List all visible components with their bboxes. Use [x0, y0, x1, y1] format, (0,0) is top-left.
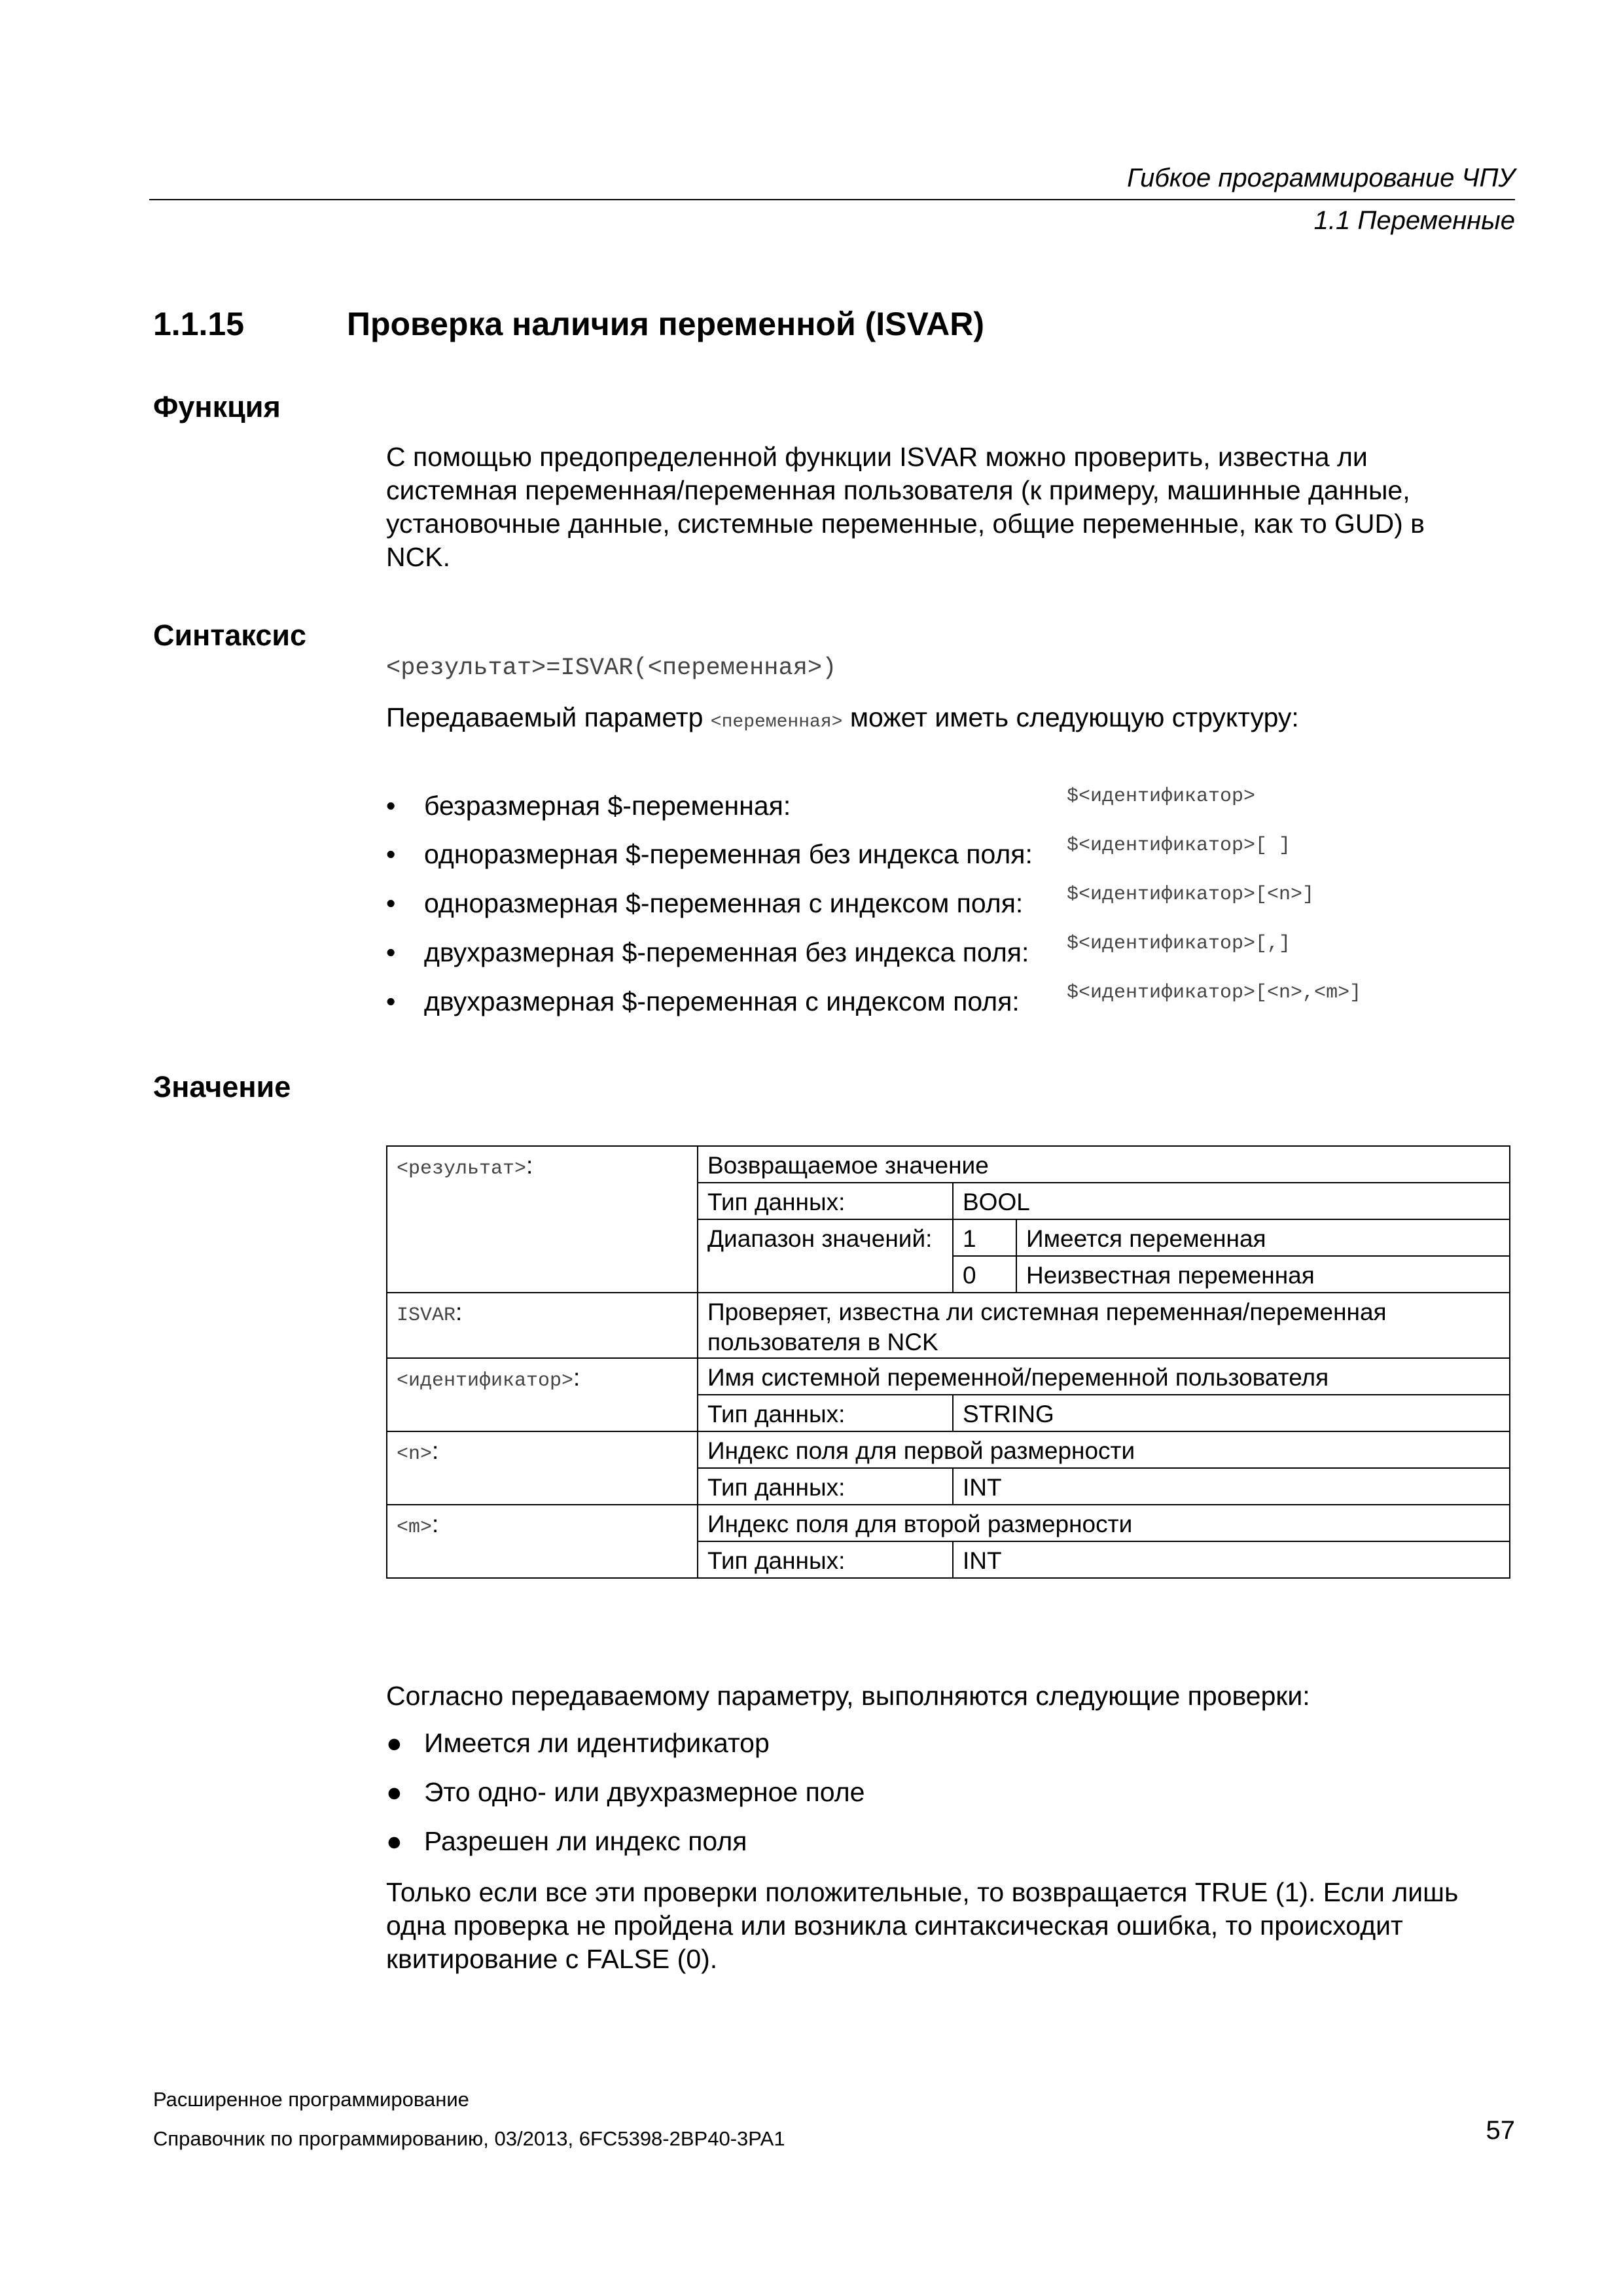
table-cell: Имеется переменная: [1016, 1219, 1510, 1256]
param-code: <переменная>: [710, 712, 843, 732]
structure-code: $<идентификатор>[<n>]: [1067, 884, 1315, 906]
value-heading: Значение: [153, 1070, 291, 1103]
bullet-icon: •: [386, 839, 396, 869]
table-row: [387, 1431, 1510, 1468]
table-row: [387, 1505, 1510, 1541]
syntax-heading: Синтаксис: [153, 619, 307, 652]
bullet-icon: ●: [386, 1728, 402, 1758]
table-cell: Проверяет, известна ли системная переменная/переменная пользователя в NCK: [698, 1293, 1510, 1358]
param-sentence: [386, 701, 1525, 739]
function-line: NCK.: [386, 542, 450, 572]
checks-outro: Только если все эти проверки положительные, то возвращается TRUE (1). Если лишь одна проверка не пройдена или возникла синтаксическая ошибка, то происходит квитирование с FALSE (0).: [386, 1877, 1459, 1974]
page-number: 57: [1486, 2116, 1515, 2145]
param-prefix: Передаваемый параметр: [386, 702, 711, 732]
table-cell-key: <n>:: [387, 1431, 698, 1505]
table-cell: Индекс поля для второй размерности: [698, 1505, 1510, 1541]
syntax-code: <результат>=ISVAR(<переменная>): [386, 655, 837, 682]
check-item: ● Имеется ли идентификатор: [386, 1728, 770, 1758]
table-row: [387, 1358, 1510, 1395]
table-cell: BOOL: [953, 1183, 1510, 1219]
check-item: ● Разрешен ли индекс поля: [386, 1826, 747, 1856]
table-cell: Возвращаемое значение: [698, 1146, 1510, 1183]
footer-reference: Справочник по программированию, 03/2013, 6FC5398-2BP40-3PA1: [153, 2127, 785, 2150]
table-cell: Тип данных:: [698, 1541, 953, 1578]
structure-code: $<идентификатор>: [1067, 785, 1256, 808]
bullet-icon: •: [386, 791, 396, 821]
header-divider: [149, 199, 1515, 200]
table-cell: 0: [953, 1256, 1016, 1293]
table-cell: Индекс поля для первой размерности: [698, 1431, 1510, 1468]
table-cell: INT: [953, 1468, 1510, 1505]
table-cell: INT: [953, 1541, 1510, 1578]
running-header-chapter: Гибкое программирование ЧПУ: [1127, 164, 1515, 192]
table-cell: Неизвестная переменная: [1016, 1256, 1510, 1293]
structure-item: • одноразмерная $-переменная без индекса поля:: [386, 839, 1033, 869]
structure-code: $<идентификатор>[,]: [1067, 933, 1291, 955]
table-cell: Тип данных:: [698, 1395, 953, 1431]
function-heading: Функция: [153, 390, 281, 423]
structure-item: • безразмерная $-переменная:: [386, 791, 791, 821]
function-line: С помощью предопределенной функции ISVAR можно проверить, известна ли: [386, 442, 1368, 472]
table-cell: Диапазон значений:: [698, 1219, 953, 1293]
bullet-icon: ●: [386, 1777, 402, 1807]
table-cell: Тип данных:: [698, 1183, 953, 1219]
structure-code: $<идентификатор>[<n>,<m>]: [1067, 982, 1362, 1004]
check-item: ● Это одно- или двухразмерное поле: [386, 1777, 865, 1807]
bullet-icon: •: [386, 937, 396, 967]
value-table: [386, 1145, 1510, 1579]
function-line: системная переменная/переменная пользователя (к примеру, машинные данные,: [386, 475, 1410, 505]
footer-title: Расширенное программирование: [153, 2088, 469, 2111]
table-cell: Тип данных:: [698, 1468, 953, 1505]
table-cell-key: <результат>:: [387, 1146, 698, 1293]
checks-intro: Согласно передаваемому параметру, выполняются следующие проверки:: [386, 1681, 1310, 1711]
table-row: [387, 1293, 1510, 1358]
table-cell: Имя системной переменной/переменной пользователя: [698, 1358, 1510, 1395]
section-number: 1.1.15: [153, 306, 245, 342]
structure-item: • одноразмерная $-переменная с индексом поля:: [386, 888, 1024, 918]
bullet-icon: •: [386, 888, 396, 918]
param-suffix: может иметь следующую структуру:: [842, 702, 1299, 732]
table-cell: 1: [953, 1219, 1016, 1256]
structure-code: $<идентификатор>[ ]: [1067, 834, 1291, 857]
structure-item: • двухразмерная $-переменная с индексом поля:: [386, 986, 1020, 1016]
section-title: Проверка наличия переменной (ISVAR): [347, 306, 984, 342]
structure-item: • двухразмерная $-переменная без индекса поля:: [386, 937, 1029, 967]
bullet-icon: •: [386, 986, 396, 1016]
table-cell-key: ISVAR:: [387, 1293, 698, 1358]
table-cell-key: <m>:: [387, 1505, 698, 1578]
function-paragraph: [386, 440, 1525, 574]
table-cell: STRING: [953, 1395, 1510, 1431]
table-cell-key: <идентификатор>:: [387, 1358, 698, 1431]
running-header-section: 1.1 Переменные: [1313, 206, 1515, 235]
table-row: [387, 1146, 1510, 1183]
bullet-icon: ●: [386, 1826, 402, 1856]
function-line: установочные данные, системные переменные, общие переменные, как то GUD) в: [386, 509, 1425, 539]
